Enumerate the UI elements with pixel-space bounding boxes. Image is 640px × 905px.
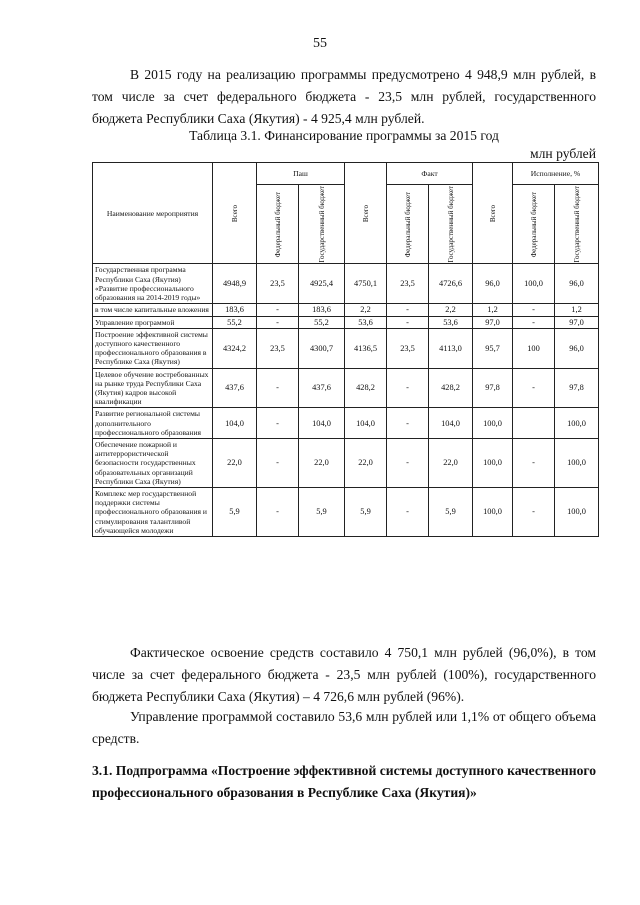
row-value: - [513, 368, 555, 408]
row-value: - [257, 408, 299, 439]
row-name: Государственная программа Республики Саха (Якутия) «Развитие профессионального образования на 2014-2019 годы» [93, 264, 213, 304]
row-value: - [257, 487, 299, 536]
row-value: 100,0 [473, 408, 513, 439]
table-row [93, 487, 599, 536]
row-value: - [387, 368, 429, 408]
row-value: - [387, 316, 429, 328]
row-value: 23,5 [387, 328, 429, 368]
row-value: 96,0 [555, 328, 599, 368]
row-value: 53,6 [345, 316, 387, 328]
row-value: 97,0 [473, 316, 513, 328]
row-value: 104,0 [345, 408, 387, 439]
header-fact-federal: Федеральный бюджет [387, 185, 429, 264]
row-value: 100,0 [473, 438, 513, 487]
row-value: 4948,9 [213, 264, 257, 304]
header-plan-state: Государственный бюджет [299, 185, 345, 264]
table-row [93, 408, 599, 439]
row-value: 428,2 [345, 368, 387, 408]
row-value: - [513, 438, 555, 487]
table-row [93, 328, 599, 368]
row-value: 100,0 [473, 487, 513, 536]
row-value: 183,6 [299, 304, 345, 316]
row-name: Целевое обучение востребованных на рынке труда Республики Саха (Якутия) кадров высокой квалификации [93, 368, 213, 408]
row-value: 4726,6 [429, 264, 473, 304]
row-value: - [387, 408, 429, 439]
row-value: - [387, 304, 429, 316]
row-value: - [387, 487, 429, 536]
page-number: 55 [313, 36, 327, 51]
table-row [93, 438, 599, 487]
header-plan-federal: Федеральный бюджет [257, 185, 299, 264]
row-value: 104,0 [213, 408, 257, 439]
row-value: 4925,4 [299, 264, 345, 304]
row-value: - [513, 304, 555, 316]
row-name: Комплекс мер государственной поддержки системы профессионального образования и стимулирования талантливой обучающейся молодежи [93, 487, 213, 536]
fact-paragraph: Фактическое освоение средств составило 4 750,1 млн рублей (96,0%), в том числе за счет федерального бюджета - 23,5 млн рублей (100%), государственного бюджета Республики Саха (Якутия) – 4 726,6 млн рублей (96%). [92, 645, 596, 704]
header-execution: Исполнение, % [513, 163, 599, 185]
table-row [93, 368, 599, 408]
row-value: - [513, 487, 555, 536]
row-value: 23,5 [257, 328, 299, 368]
header-plan-total: Всего [213, 163, 257, 264]
row-value: 96,0 [555, 264, 599, 304]
row-value: 97,0 [555, 316, 599, 328]
table-row [93, 304, 599, 316]
row-value: 437,6 [213, 368, 257, 408]
row-value: - [513, 316, 555, 328]
row-value: 23,5 [387, 264, 429, 304]
row-value: 104,0 [299, 408, 345, 439]
row-value: 100,0 [513, 264, 555, 304]
row-name: Развитие региональной системы дополнительного профессионального образования [93, 408, 213, 439]
row-value: 23,5 [257, 264, 299, 304]
header-fact-total: Всего [345, 163, 387, 264]
management-paragraph: Управление программой составило 53,6 млн рублей или 1,1% от общего объема средств. [92, 709, 596, 746]
row-value: 4136,5 [345, 328, 387, 368]
header-exec-total: Всего [473, 163, 513, 264]
row-value: 2,2 [345, 304, 387, 316]
header-fact-state: Государственный бюджет [429, 185, 473, 264]
row-value: 4324,2 [213, 328, 257, 368]
row-value: 5,9 [213, 487, 257, 536]
row-name: Обеспечение пожарной и антитеррористической безопасности государственных образовательных организаций Республики Саха (Якутия) [93, 438, 213, 487]
header-plan: Паш [257, 163, 345, 185]
row-value: 97,8 [555, 368, 599, 408]
row-value: 437,6 [299, 368, 345, 408]
row-name: Построение эффективной системы доступного качественного профессионального образования в Республике Саха (Якутия) [93, 328, 213, 368]
header-fact: Факт [387, 163, 473, 185]
row-value: 1,2 [473, 304, 513, 316]
table-row [93, 316, 599, 328]
row-value: 55,2 [299, 316, 345, 328]
row-value: 22,0 [429, 438, 473, 487]
row-value: 95,7 [473, 328, 513, 368]
row-value: - [257, 438, 299, 487]
row-name: в том числе капитальные вложения [93, 304, 213, 316]
row-value: - [257, 368, 299, 408]
row-value: - [387, 438, 429, 487]
row-value: 5,9 [345, 487, 387, 536]
row-value: 104,0 [429, 408, 473, 439]
row-value: 4750,1 [345, 264, 387, 304]
header-name-col: Наименование мероприятия [93, 163, 213, 264]
row-value [513, 408, 555, 439]
table-row [93, 264, 599, 304]
row-value: - [257, 316, 299, 328]
table-caption: Таблица 3.1. Финансирование программы за 2015 год [189, 128, 499, 143]
row-value: - [257, 304, 299, 316]
units-label: млн рублей [530, 146, 596, 161]
row-value: 183,6 [213, 304, 257, 316]
row-value: 5,9 [429, 487, 473, 536]
row-value: 100,0 [555, 408, 599, 439]
row-value: 22,0 [345, 438, 387, 487]
row-name: Управление программой [93, 316, 213, 328]
header-exec-federal: Федеральный бюджет [513, 185, 555, 264]
row-value: 1,2 [555, 304, 599, 316]
row-value: 4113,0 [429, 328, 473, 368]
row-value: 96,0 [473, 264, 513, 304]
row-value: 22,0 [213, 438, 257, 487]
row-value: 5,9 [299, 487, 345, 536]
row-value: 55,2 [213, 316, 257, 328]
row-value: 22,0 [299, 438, 345, 487]
row-value: 100 [513, 328, 555, 368]
row-value: 428,2 [429, 368, 473, 408]
subprogram-heading: 3.1. Подпрограмма «Построение эффективной системы доступного качественного профессионального образования в Республике Саха (Якутия)» [92, 763, 596, 800]
financing-table [92, 162, 599, 537]
row-value: 53,6 [429, 316, 473, 328]
intro-paragraph: В 2015 году на реализацию программы предусмотрено 4 948,9 млн рублей, в том числе за счет федерального бюджета - 23,5 млн рублей, государственного бюджета Республики Саха (Якутия) - 4 925,4 млн рублей. [92, 67, 596, 126]
row-value: 97,8 [473, 368, 513, 408]
row-value: 2,2 [429, 304, 473, 316]
row-value: 100,0 [555, 487, 599, 536]
row-value: 100,0 [555, 438, 599, 487]
row-value: 4300,7 [299, 328, 345, 368]
header-exec-state: Государственный бюджет [555, 185, 599, 264]
